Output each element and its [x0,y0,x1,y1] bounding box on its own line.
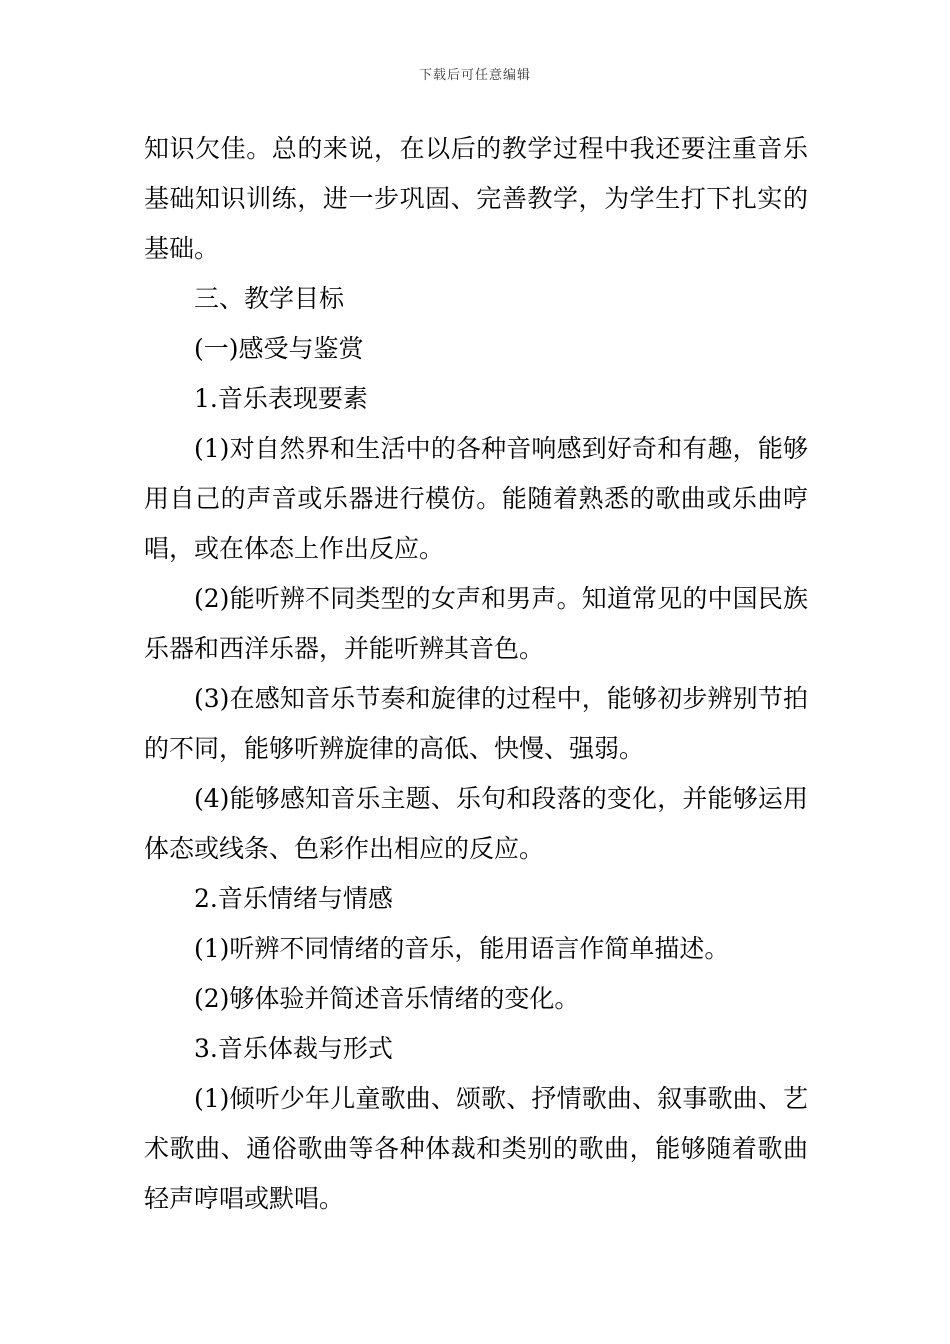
paragraph: (2)够体验并简述音乐情绪的变化。 [194,984,580,1013]
paragraph: (2)能听辨不同类型的女声和男声。知道常见的中国民族乐器和西洋乐器，并能听辨其音色。 [144,584,808,663]
section-heading-teaching-goals: 三、教学目标 [194,284,345,313]
item-heading: 3.音乐体裁与形式 [194,1034,393,1063]
item-heading: 1.音乐表现要素 [194,384,368,413]
paragraph: (3)在感知音乐节奏和旋律的过程中，能够初步辨别节拍的不同，能够听辨旋律的高低、快慢、强弱。 [144,684,808,763]
item-heading: 2.音乐情绪与情感 [194,884,393,913]
paragraph-continuation: 知识欠佳。总的来说，在以后的教学过程中我还要注重音乐基础知识训练，进一步巩固、完善教学，为学生打下扎实的基础。 [144,134,808,263]
paragraph: (1)对自然界和生活中的各种音响感到好奇和有趣，能够用自己的声音或乐器进行模仿。能随着熟悉的歌曲或乐曲哼唱，或在体态上作出反应。 [144,434,808,563]
subsection-heading: (一)感受与鉴赏 [194,334,364,363]
paragraph: (1)倾听少年儿童歌曲、颂歌、抒情歌曲、叙事歌曲、艺术歌曲、通俗歌曲等各种体裁和类别的歌曲，能够随着歌曲轻声哼唱或默唱。 [144,1084,808,1213]
document-body [144,124,808,1224]
paragraph: (4)能够感知音乐主题、乐句和段落的变化，并能够运用体态或线条、色彩作出相应的反应。 [144,784,808,863]
paragraph: (1)听辨不同情绪的音乐，能用语言作简单描述。 [194,934,730,963]
page-header: 下载后可任意编辑 [418,68,531,83]
